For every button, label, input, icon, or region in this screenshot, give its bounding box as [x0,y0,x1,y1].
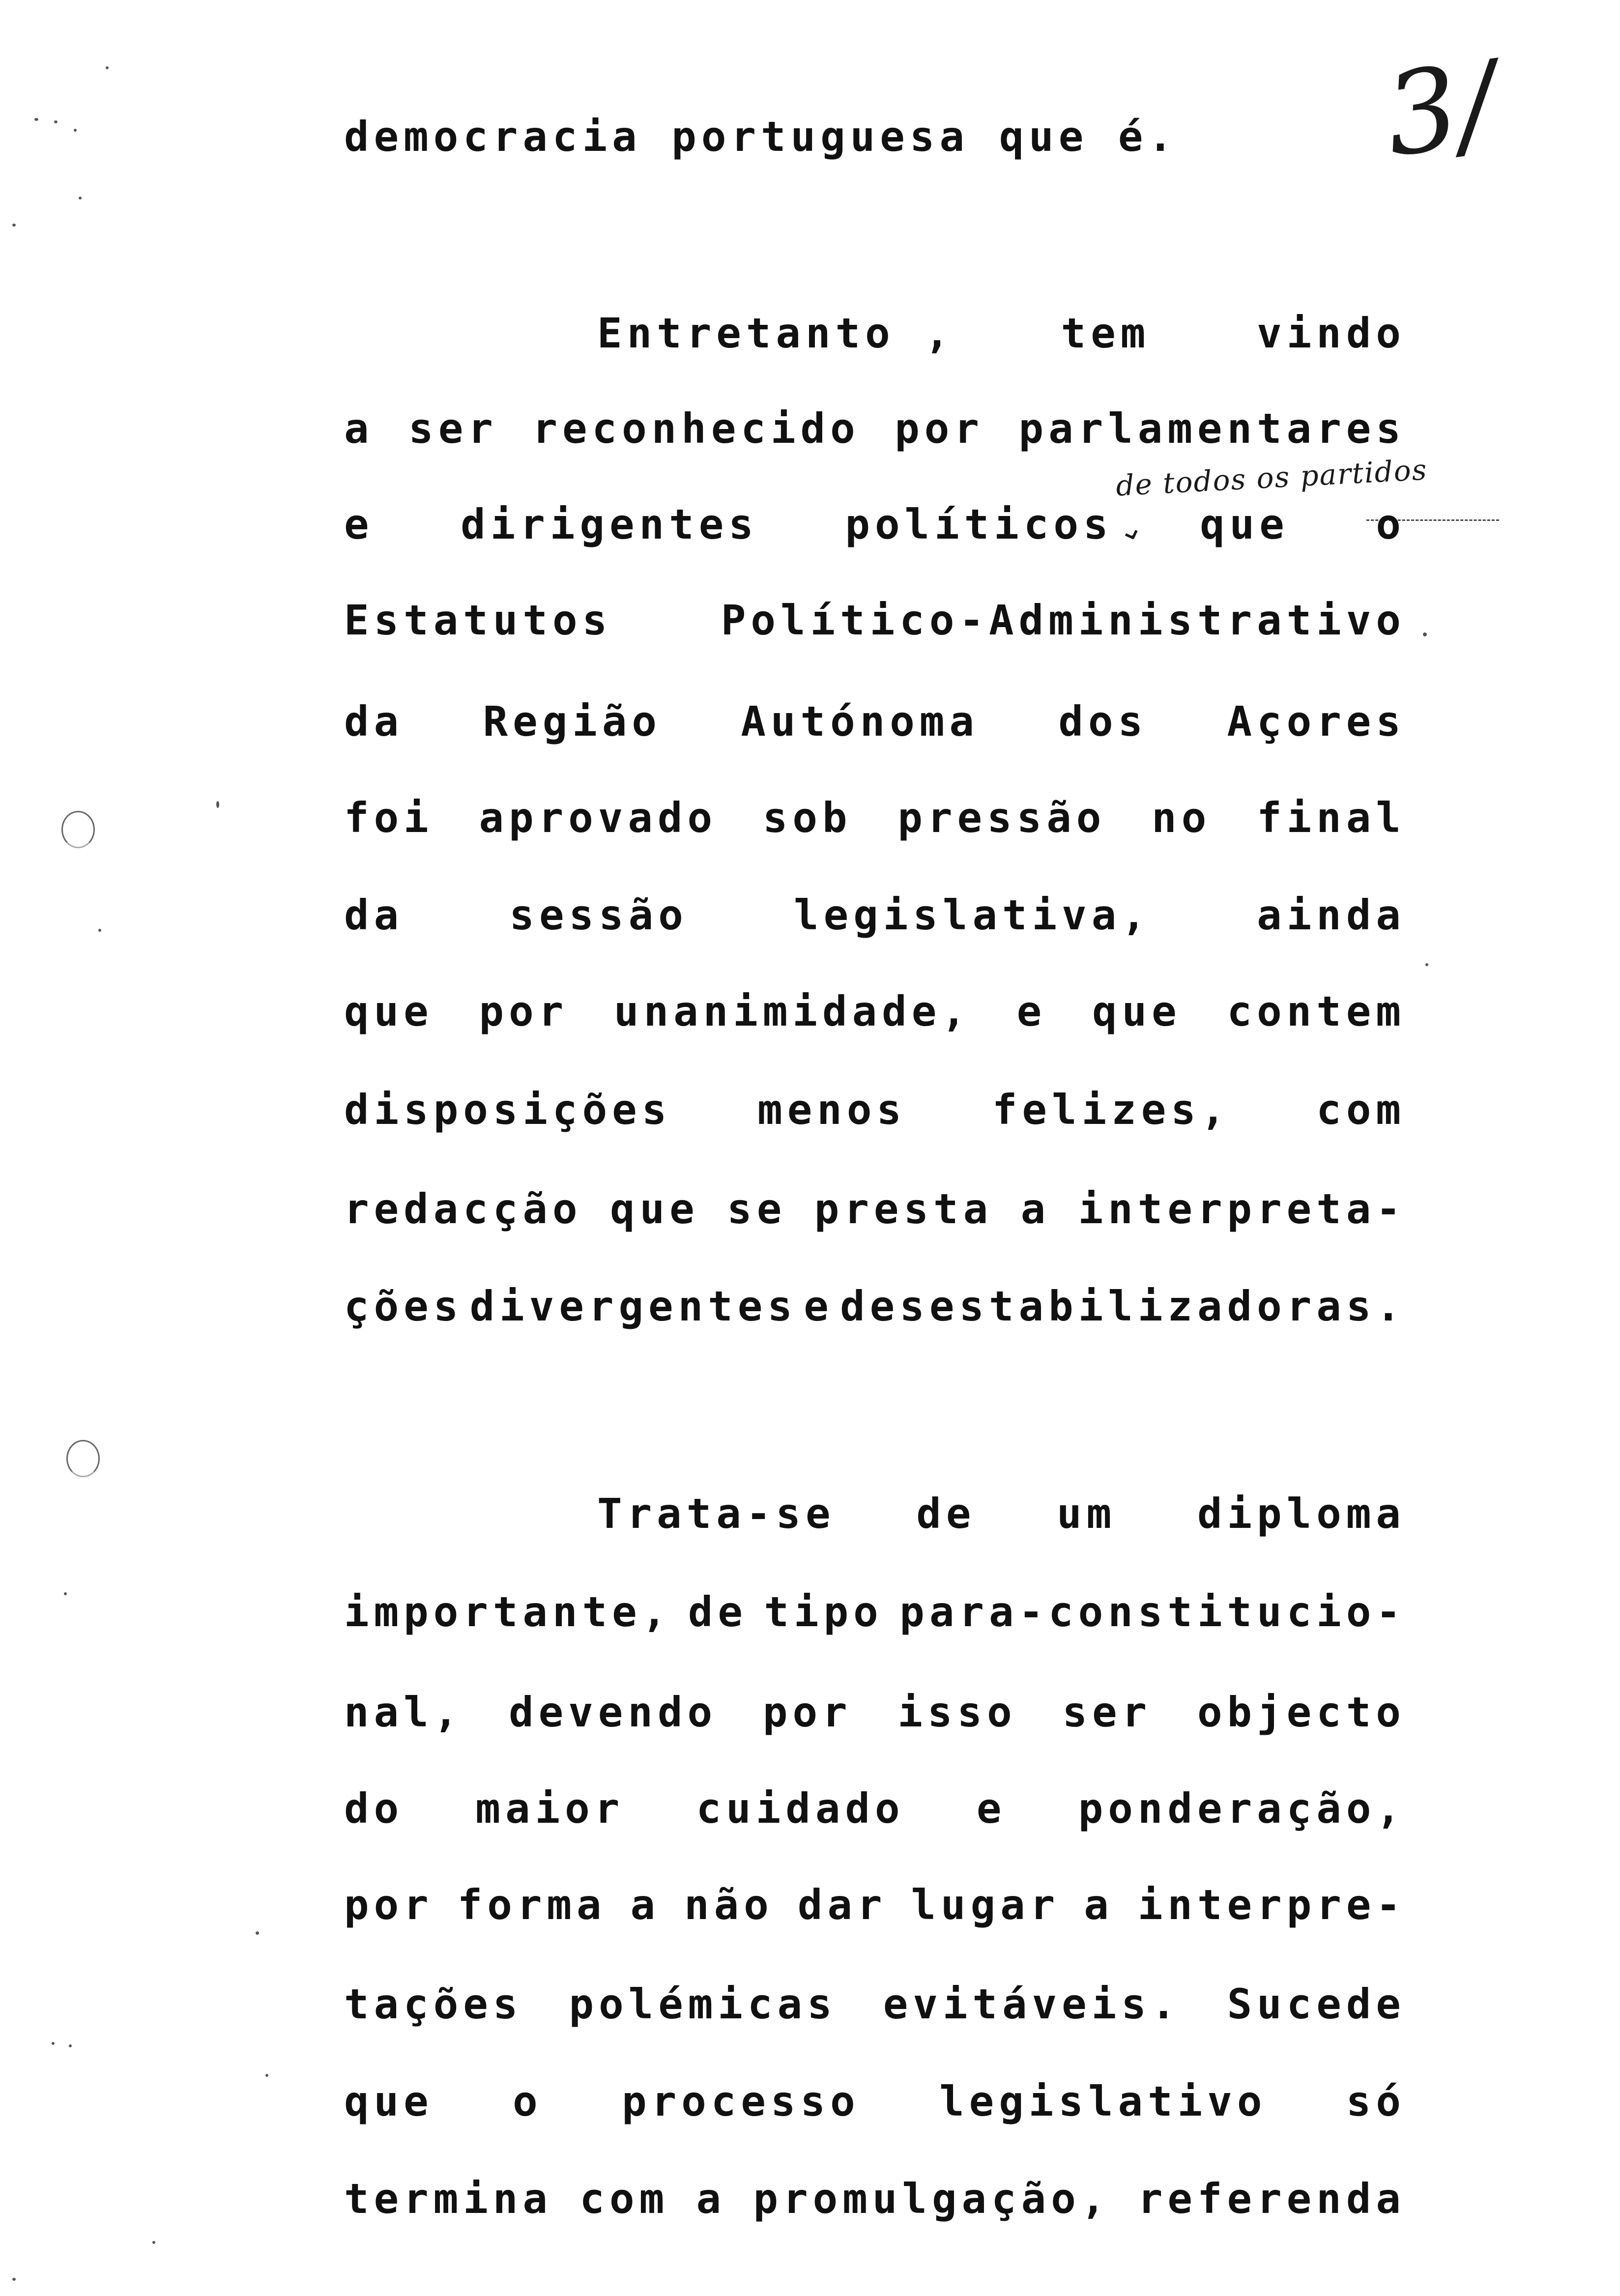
word: que [344,987,434,1035]
text-line [344,404,1406,453]
word: de [688,1588,748,1636]
scan-speck [79,197,82,200]
word: reconhecido [532,404,860,453]
scan-speck [54,120,58,123]
scan-speck [1423,632,1427,636]
page-number: 3/ [1377,37,1505,183]
text-line [344,596,1406,645]
scan-speck [52,2042,55,2045]
scan-speck [12,224,16,227]
scan-speck [216,801,219,808]
word: tipo [764,1588,883,1636]
word: nal, [344,1688,463,1736]
text-line [344,697,1406,746]
word: interpreta- [1078,1185,1406,1233]
text-line [344,500,1406,549]
word: disposições [344,1086,672,1134]
word: que [1092,987,1182,1035]
word: só [1346,2077,1406,2125]
word: e [1016,987,1047,1035]
scan-speck [106,66,109,69]
word: dos [1058,697,1148,746]
word: dirigentes [461,500,758,548]
text-line [344,987,1406,1036]
word: da [344,697,404,746]
word: vindo [1257,309,1406,357]
punch-hole [66,1440,100,1477]
word: interpre- [1137,1881,1406,1929]
text-line [344,2174,1406,2223]
word: Açores [1227,697,1406,746]
text-line [344,890,1406,940]
word: a [1084,1881,1114,1929]
word: unanimidade, [614,987,971,1035]
handwritten-annotation: de todos os partidos [1115,453,1428,503]
word: Trata-se [597,1490,836,1538]
text-line [344,1587,1406,1636]
word: parlamentares [1018,404,1406,453]
word: se [727,1185,787,1233]
word: tações [344,1980,523,2028]
scan-speck [256,1931,259,1935]
word: por [479,987,569,1035]
word: contem [1227,987,1406,1035]
text-line [344,793,1406,842]
word: divergentes [469,1282,797,1330]
word: democracia portuguesa que é. [344,113,1178,161]
word: ainda [1257,891,1406,939]
word: que [610,1185,699,1233]
word: Autónoma [741,697,979,746]
word: promulgação, [753,2175,1111,2223]
word: e [804,1282,834,1330]
text-line [344,1880,1406,1929]
word: com [579,2175,669,2223]
word: termina [344,2175,553,2223]
scan-speck [1425,963,1428,966]
word: cuidado [696,1784,905,1833]
word: um [1057,1490,1117,1538]
word: a [696,2175,726,2223]
word: dar [797,1881,887,1929]
text-line [344,2077,1406,2126]
word: ponderação, [1078,1784,1406,1833]
word: sob [762,794,852,842]
text-line [344,1085,1406,1134]
word: final [1257,794,1406,842]
word: ser [1062,1688,1152,1736]
word: forma [457,1881,607,1929]
word: objecto [1197,1688,1406,1736]
word: lugar [911,1881,1060,1929]
word: por [762,1688,852,1736]
word: legislativa, [794,891,1151,939]
word: do [344,1784,404,1833]
scan-speck [34,118,38,121]
text-line [344,1980,1406,2029]
word: polémicas [569,1980,837,2028]
word: menos [757,1086,907,1134]
scan-speck [64,1592,67,1595]
word: por [344,1881,434,1929]
word: Político-Administrativo [721,596,1406,644]
punch-hole [61,811,95,848]
word: felizes, [992,1086,1231,1134]
scan-speck [98,929,101,932]
word: no [1152,794,1212,842]
word: a [630,1881,661,1929]
insertion-caret-icon: ⌄ [1111,508,1149,551]
word: aprovado [479,794,718,842]
word: da [344,891,404,939]
text-line [597,1489,1406,1538]
word: redacção [344,1185,582,1233]
word: pressão [897,794,1106,842]
word: Sucede [1227,1980,1406,2028]
word: Região [483,697,662,746]
scan-speck [12,2278,16,2281]
text-line [344,1784,1406,1833]
word: políticos [845,500,1113,548]
word: foi [344,794,434,842]
word: que [344,2077,434,2125]
word: ções [344,1282,463,1330]
word: legislativo [939,2077,1267,2125]
text-line [344,1282,1406,1331]
word: referenda [1137,2175,1406,2223]
text-line [344,112,1406,161]
word: importante, [344,1588,672,1636]
word: devendo [509,1688,718,1736]
word: o [513,2077,543,2125]
word: para-constitucio- [899,1588,1406,1636]
word: e [344,500,374,548]
word: com [1316,1086,1406,1134]
scan-speck [74,129,77,132]
word: processo [622,2077,860,2125]
text-line [344,1688,1406,1737]
word: a [344,404,374,453]
word: Estatutos [344,596,612,644]
scan-speck [265,2074,268,2077]
word: e [976,1784,1007,1833]
word: maior [475,1784,625,1833]
scan-speck [152,2241,155,2244]
word: ser [408,404,498,453]
text-line [344,1184,1406,1234]
word: evitáveis. [883,1980,1181,2028]
word: sessão [509,891,688,939]
word: por [895,404,984,453]
word: desestabilizadoras. [840,1282,1406,1330]
word: de [916,1490,976,1538]
word: diploma [1197,1490,1406,1538]
word: que [1200,500,1289,548]
word: o [1376,500,1406,548]
word: isso [897,1688,1017,1736]
word: presta [814,1185,993,1233]
word: Entretanto , [597,309,955,357]
word: não [684,1881,774,1929]
text-line [597,309,1406,358]
scan-speck [69,2044,72,2047]
word: a [1020,1185,1051,1233]
word: tem [1061,309,1151,357]
